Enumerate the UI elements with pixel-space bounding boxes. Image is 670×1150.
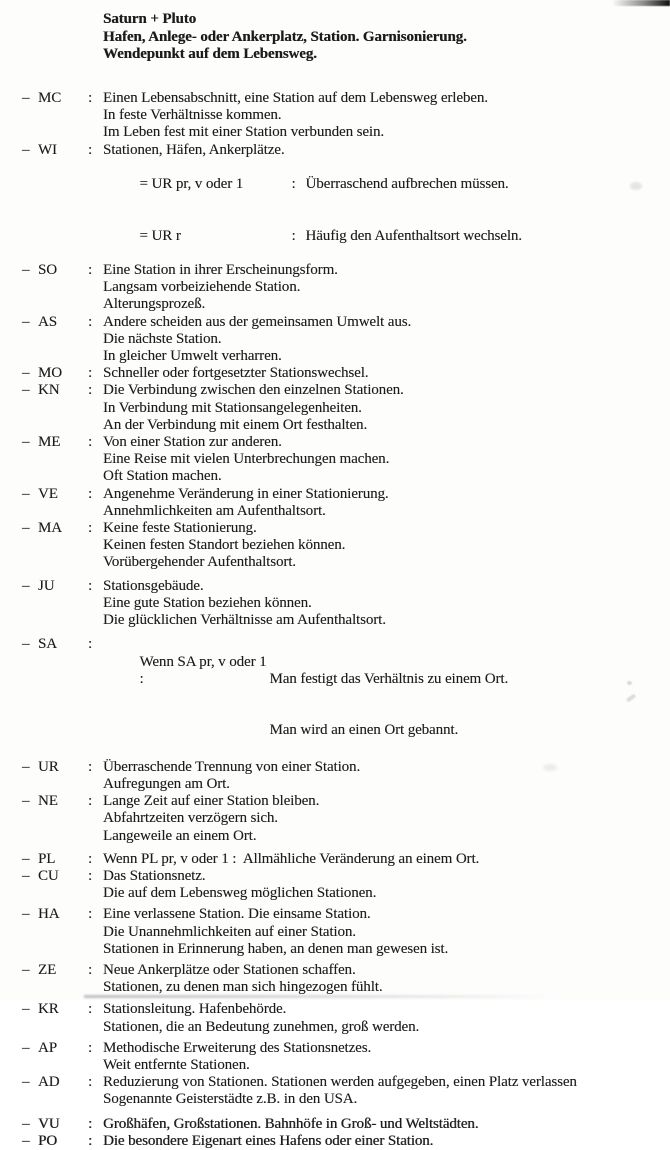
entry-line: Andere scheiden aus der gemeinsamen Umwelt aus.: [103, 313, 412, 330]
entry-line: Stationsleitung. Hafenbehörde.: [103, 1001, 287, 1018]
entry-colon: :: [88, 577, 93, 594]
entry-code: CU: [38, 867, 59, 884]
entry-condition-line: [103, 636, 670, 705]
entry-line: Reduzierung von Stationen. Stationen werden aufgegeben, einen Platz verlassen: [103, 1074, 577, 1091]
entry-lines: [103, 1074, 670, 1108]
entry-lines: [103, 962, 670, 996]
entry-lines: [103, 578, 670, 630]
entry-code: KN: [38, 382, 60, 399]
entry-row-wi: [0, 142, 670, 262]
entry-row-kr: [0, 1001, 670, 1035]
entry-colon: :: [88, 1132, 93, 1149]
entry-line: Die auf dem Lebensweg möglichen Stationen.: [103, 885, 377, 902]
entry-dash: –: [22, 906, 30, 923]
entry-dash: –: [22, 758, 30, 775]
scan-corner-artifact: [612, 0, 670, 6]
entry-lines: [103, 262, 670, 314]
entry-code: MC: [38, 90, 62, 106]
entry-colon: :: [88, 793, 93, 810]
entry-line: Die glücklichen Verhältnisse am Aufenthaltsort.: [103, 612, 386, 629]
entry-colon: :: [88, 906, 93, 923]
entry-colon: :: [88, 485, 93, 502]
entry-line: Die Unannehmlichkeiten auf einer Station.: [103, 923, 356, 940]
condition-text: Wenn SA pr, v oder 1 :: [139, 653, 271, 687]
entry-lines: [103, 382, 670, 434]
entry-colon: :: [88, 758, 93, 775]
entry-line: Neue Ankerplätze oder Stationen schaffen.: [103, 961, 356, 978]
entry-line: Annehmlichkeiten am Aufenthaltsort.: [103, 502, 326, 519]
entry-colon: :: [88, 520, 93, 537]
entry-dash: –: [22, 1074, 30, 1091]
entry-row-ju: [0, 578, 670, 630]
entry-line: Großhäfen, Großstationen. Bahnhöfe in Groß- und Weltstädten.: [103, 1115, 479, 1132]
entry-line: Stationsgebäude.: [103, 577, 204, 594]
entry-lines: [103, 1133, 670, 1150]
entry-code: MA: [38, 520, 62, 537]
entry-code: AS: [38, 313, 57, 330]
entry-dash: –: [22, 434, 30, 451]
entry-colon: :: [88, 365, 93, 382]
entry-line: Schneller oder fortgesetzter Stationswechsel.: [103, 365, 369, 382]
entry-line: An der Verbindung mit einem Ort festhalten.: [103, 416, 368, 433]
entry-row-ze: [0, 962, 670, 996]
entry-row-sa: [0, 636, 670, 756]
entry-dash: –: [22, 1115, 30, 1132]
entry-dash: –: [22, 850, 30, 867]
entry-line: Von einer Station zur anderen.: [103, 434, 282, 451]
entry-line: Einen Lebensabschnitt, eine Station auf dem Lebensweg erleben.: [103, 90, 488, 106]
entry-row-kn: [0, 382, 670, 434]
entry-code: ME: [38, 434, 61, 451]
entry-lines: [103, 1116, 670, 1133]
entry-code: MO: [38, 365, 62, 382]
entry-dash: –: [22, 313, 30, 330]
entry-line: Stationen in Erinnerung haben, an denen man gewesen ist.: [103, 940, 449, 957]
entry-subrule-line: [103, 159, 670, 211]
entry-colon: :: [88, 262, 93, 279]
entry-line: Eine verlassene Station. Die einsame Station.: [103, 906, 371, 923]
entry-row-ma: [0, 520, 670, 572]
entry-line: Das Stationsnetz.: [103, 867, 206, 884]
entry-row-as: [0, 314, 670, 366]
entry-dash: –: [22, 382, 30, 399]
entry-colon: :: [88, 850, 93, 867]
entry-colon: :: [88, 1115, 93, 1132]
entry-row-ad: [0, 1074, 670, 1108]
entry-dash: –: [22, 90, 30, 106]
entry-dash: –: [22, 485, 30, 502]
entry-line: Keine feste Stationierung.: [103, 520, 257, 537]
subrule-text: Häufig den Aufenthaltsort wechseln.: [305, 227, 522, 244]
entry-dash: –: [22, 262, 30, 279]
entry-line: Angenehme Veränderung in einer Stationierung.: [103, 485, 389, 502]
entry-code: SA: [38, 636, 57, 653]
entry-row-ne: [0, 793, 670, 845]
entry-row-pl: [0, 851, 670, 868]
entry-line: Methodische Erweiterung des Stationsnetzes.: [103, 1039, 372, 1056]
entry-lines: [103, 90, 670, 142]
condition-result: Man festigt das Verhältnis zu einem Ort.: [269, 670, 509, 687]
subrule-colon: :: [291, 176, 296, 193]
subrule-prefix: = UR r: [139, 227, 181, 244]
entry-lines: [103, 851, 670, 868]
entry-line: Langeweile an einem Ort.: [103, 827, 257, 844]
entry-line: Die nächste Station.: [103, 330, 222, 347]
entry-code: AD: [38, 1074, 60, 1091]
entries-list: [0, 90, 670, 1150]
entry-subrule-line: [103, 210, 670, 262]
entry-colon: :: [88, 1039, 93, 1056]
entry-line: Oft Station machen.: [103, 468, 222, 485]
entry-dash: –: [22, 1132, 30, 1149]
entry-lines: [103, 1040, 670, 1074]
entry-dash: –: [22, 636, 30, 653]
entry-line: Aufregungen am Ort.: [103, 775, 230, 792]
entry-lines: [103, 486, 670, 520]
entry-row-ap: [0, 1040, 670, 1074]
entry-line: Eine Reise mit vielen Unterbrechungen machen.: [103, 451, 390, 468]
entry-lines: [103, 434, 670, 486]
entry-lines: [103, 520, 670, 572]
entry-colon: :: [88, 636, 93, 653]
entry-colon: :: [88, 90, 93, 106]
entry-line: Stationen, Häfen, Ankerplätze.: [103, 141, 285, 158]
entry-row-ha: [0, 906, 670, 958]
entry-colon: :: [88, 961, 93, 978]
entry-code: HA: [38, 906, 60, 923]
entry-row-me: [0, 434, 670, 486]
entry-lines: [103, 793, 670, 845]
entry-colon: :: [88, 1001, 93, 1018]
entry-colon: :: [88, 382, 93, 399]
entry-dash: –: [22, 793, 30, 810]
entry-line: Wenn PL pr, v oder 1 : Allmähliche Veränderung an einem Ort.: [103, 850, 480, 867]
entry-line: Abfahrtzeiten verzögern sich.: [103, 810, 278, 827]
entry-dash: –: [22, 141, 30, 158]
entry-row-po: [0, 1133, 670, 1150]
header-subtitle-keywords: Hafen, Anlege- oder Ankerplatz, Station. Garnisonierung.: [103, 28, 467, 45]
entry-line: Im Leben fest mit einer Station verbunden sein.: [103, 124, 385, 141]
entry-lines: [103, 314, 670, 366]
subrule-text: Überraschend aufbrechen müssen.: [305, 176, 509, 193]
entry-code: ZE: [38, 961, 57, 978]
entry-code: KR: [38, 1001, 59, 1018]
entry-lines: [103, 759, 670, 793]
entry-row-mo: [0, 365, 670, 382]
entry-line: Eine gute Station beziehen können.: [103, 594, 312, 611]
header-subtitle-theme: Wendepunkt auf dem Lebensweg.: [103, 46, 317, 62]
entry-dash: –: [22, 1039, 30, 1056]
entry-lines: [103, 1001, 670, 1035]
entry-line: Vorübergehender Aufenthaltsort.: [103, 554, 296, 571]
entry-line: Die Verbindung zwischen den einzelnen Stationen.: [103, 382, 404, 399]
entry-line: Die besondere Eigenart eines Hafens oder einer Station.: [103, 1132, 434, 1149]
entry-lines: [103, 365, 670, 382]
entry-line: Langsam vorbeiziehende Station.: [103, 279, 301, 296]
entry-dash: –: [22, 1001, 30, 1018]
entry-code: VU: [38, 1115, 60, 1132]
entry-line: Eine Station in ihrer Erscheinungsform.: [103, 262, 338, 279]
entry-dash: –: [22, 961, 30, 978]
entry-code: PO: [38, 1132, 57, 1149]
entry-code: NE: [38, 793, 58, 810]
condition-result: Man wird an einen Ort gebannt.: [269, 722, 459, 739]
entry-line: Überraschende Trennung von einer Station.: [103, 758, 361, 775]
subrule-colon: :: [291, 227, 296, 244]
entry-line: Stationen, die an Bedeutung zunehmen, groß werden.: [103, 1018, 420, 1035]
entry-line: Lange Zeit auf einer Station bleiben.: [103, 793, 320, 810]
entry-row-ve: [0, 486, 670, 520]
entry-line: Weit entfernte Stationen.: [103, 1056, 250, 1073]
entry-row-cu: [0, 868, 670, 902]
entry-dash: –: [22, 867, 30, 884]
entry-code: SO: [38, 262, 57, 279]
entry-line: Keinen festen Standort beziehen können.: [103, 537, 346, 554]
entry-code: PL: [38, 850, 56, 867]
entry-lines: [103, 636, 670, 756]
subrule-prefix: = UR pr, v oder 1: [139, 176, 244, 193]
entry-line: Alterungsprozeß.: [103, 296, 206, 313]
entry-condition-result-line: [103, 705, 670, 757]
entry-line: Sogenannte Geisterstädte z.B. in den USA.: [103, 1091, 358, 1108]
entry-lines: [103, 868, 670, 902]
entry-code: VE: [38, 485, 58, 502]
entry-row-mc: [0, 90, 670, 142]
entry-row-vu: [0, 1116, 670, 1133]
entry-code: AP: [38, 1039, 57, 1056]
entry-code: UR: [38, 758, 59, 775]
entry-line: Stationen, zu denen man sich hingezogen fühlt.: [103, 979, 383, 996]
entry-colon: :: [88, 867, 93, 884]
entry-lines: [103, 906, 670, 958]
entry-colon: :: [88, 434, 93, 451]
entry-code: WI: [38, 141, 57, 158]
entry-line: In gleicher Umwelt verharren.: [103, 348, 282, 365]
page-header: [103, 11, 467, 64]
entry-line: In Verbindung mit Stationsangelegenheiten.: [103, 399, 362, 416]
entry-colon: :: [88, 141, 93, 158]
entry-dash: –: [22, 577, 30, 594]
entry-colon: :: [88, 1074, 93, 1091]
entry-line: In feste Verhältnisse kommen.: [103, 107, 282, 124]
entry-row-so: [0, 262, 670, 314]
entry-lines: [103, 142, 670, 262]
entry-row-ur: [0, 759, 670, 793]
header-title: Saturn + Pluto: [103, 11, 196, 27]
entry-colon: :: [88, 313, 93, 330]
entry-code: JU: [38, 577, 55, 594]
entry-dash: –: [22, 520, 30, 537]
entry-dash: –: [22, 365, 30, 382]
